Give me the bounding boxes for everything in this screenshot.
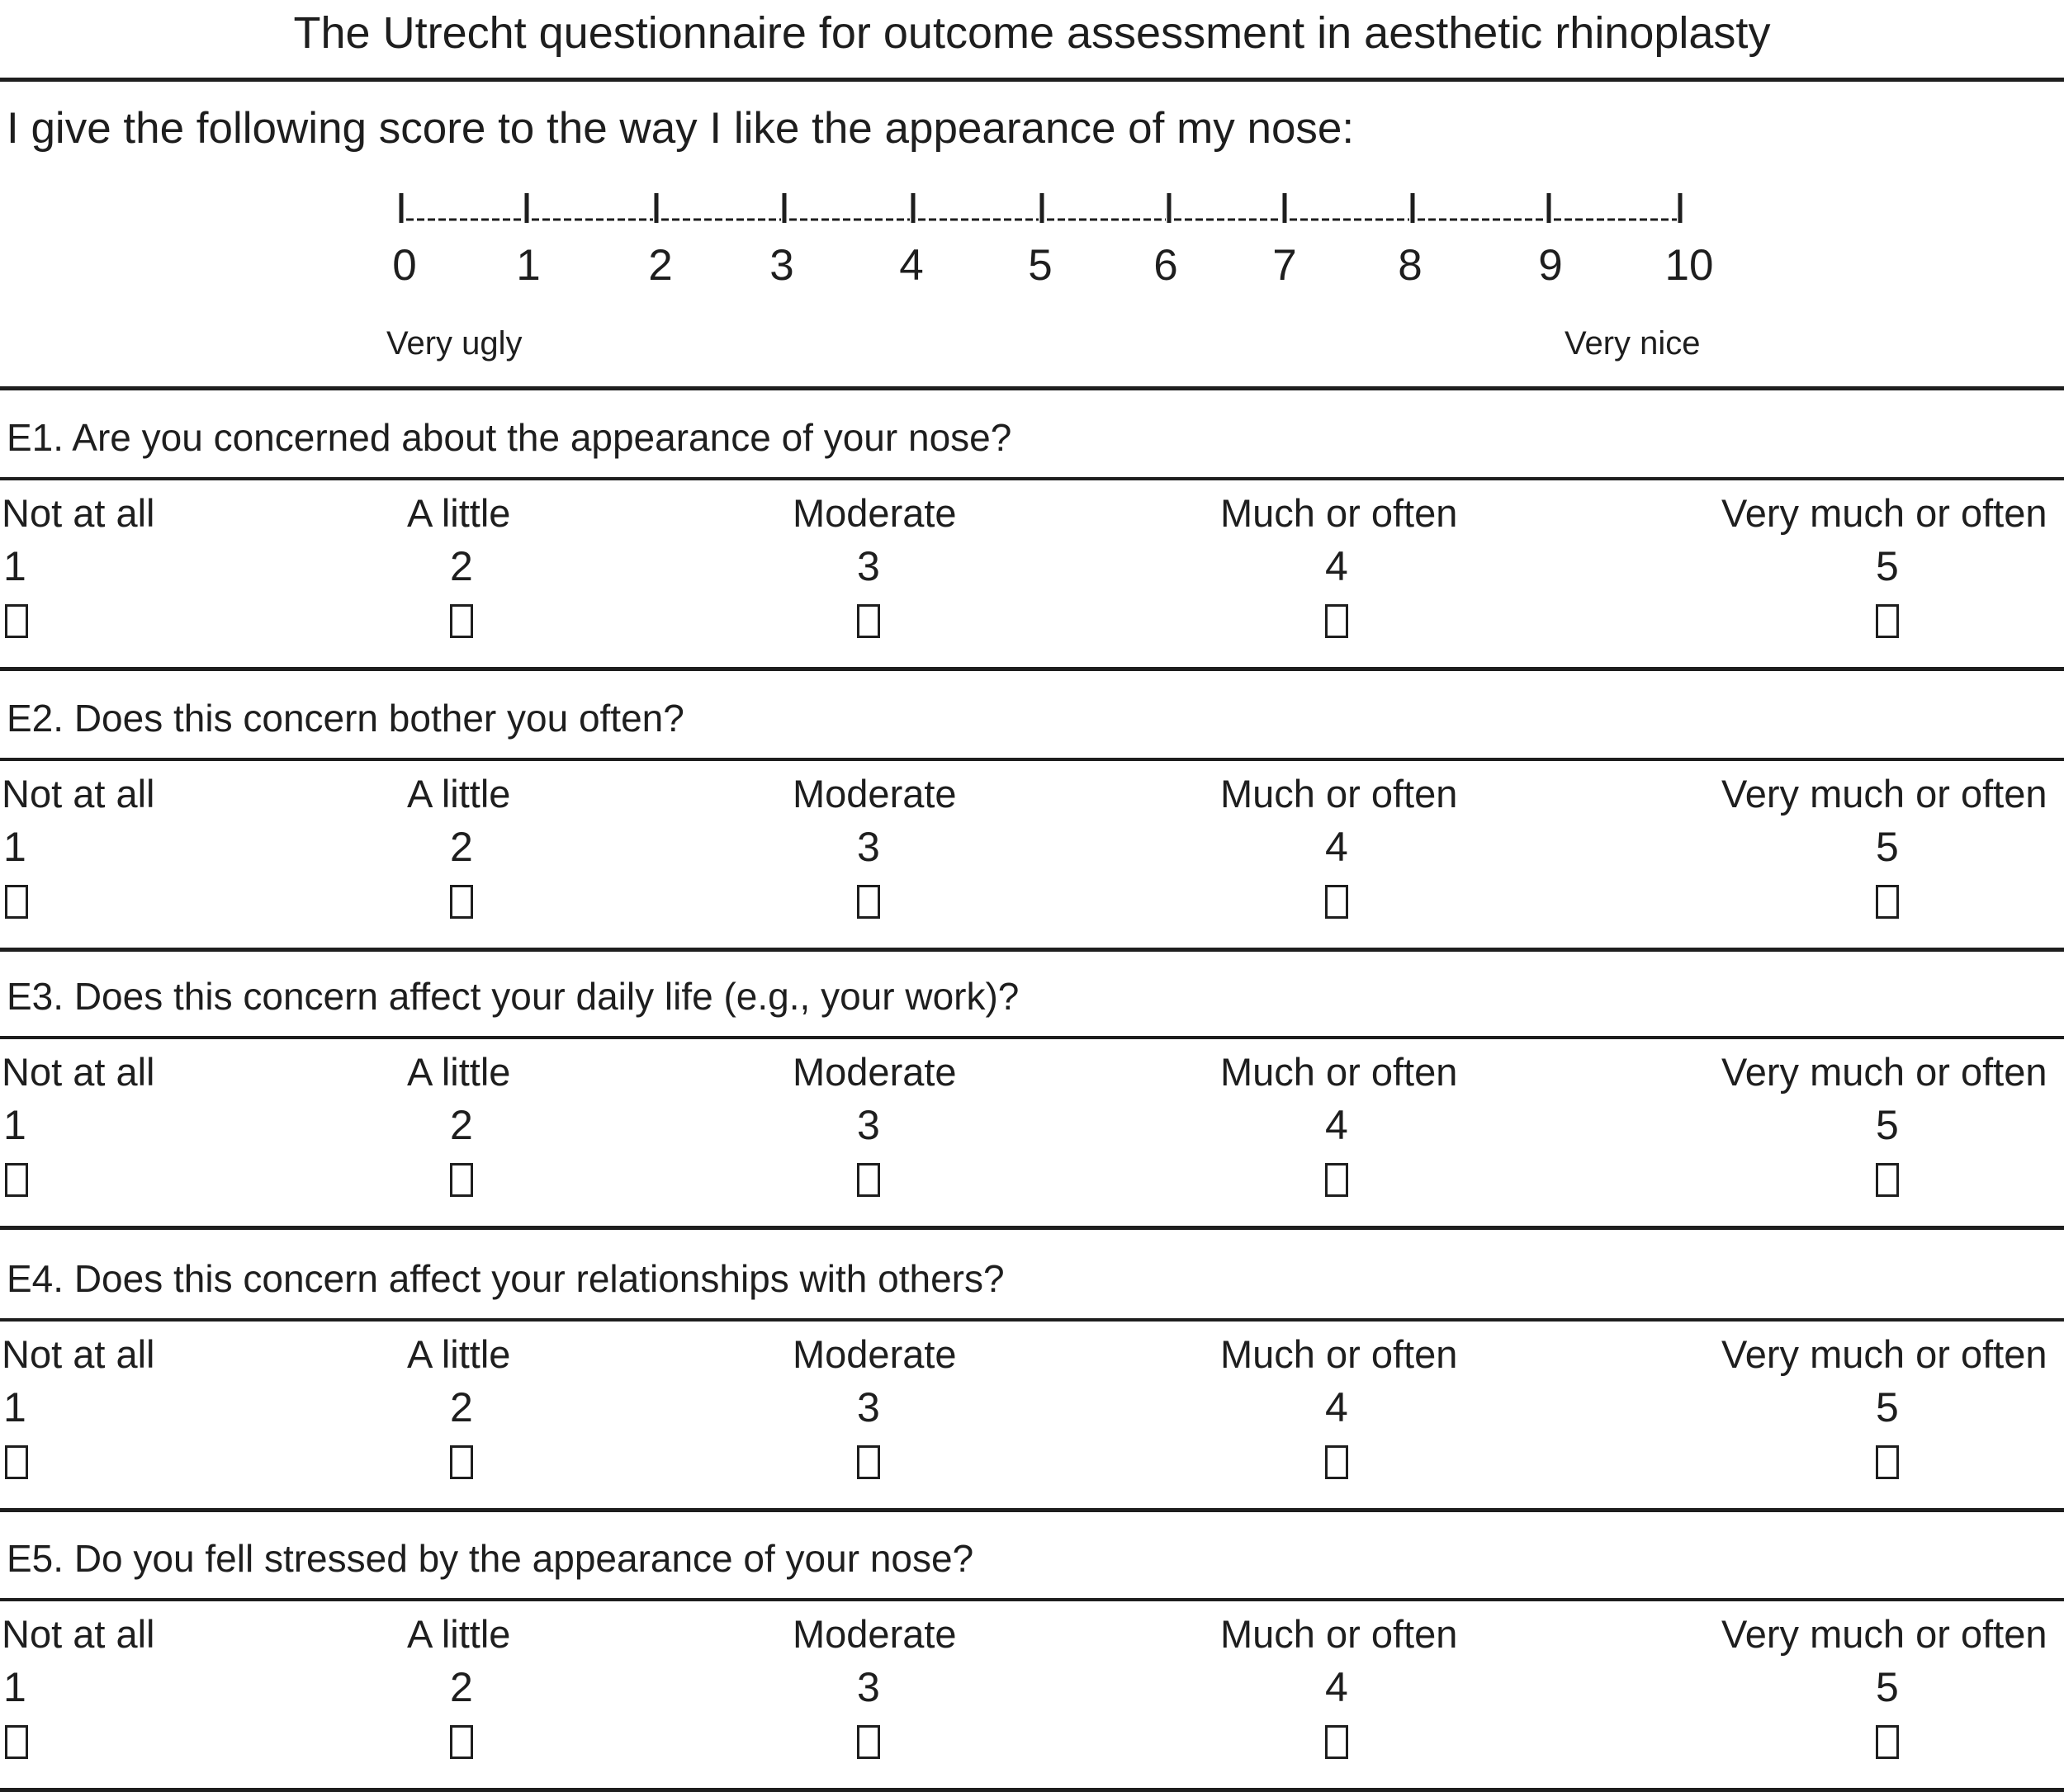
question-text: E5. Do you fell stressed by the appearance of your nose? <box>7 1537 974 1580</box>
option-value: 3 <box>857 1102 880 1148</box>
option-label: A little <box>407 1050 511 1094</box>
divider <box>0 948 2064 952</box>
option-label: Very much or often <box>1721 1332 2047 1376</box>
option-value: 1 <box>3 1384 26 1430</box>
option-value: 2 <box>450 1102 473 1148</box>
option-label: Moderate <box>793 1050 957 1094</box>
option-value: 5 <box>1876 1102 1899 1148</box>
vas-tick-label: 9 <box>1538 241 1563 290</box>
vas-tick-label: 8 <box>1398 241 1423 290</box>
option-label: Not at all <box>2 1612 155 1656</box>
vas-prompt: I give the following score to the way I like the appearance of my nose: <box>7 104 1355 153</box>
answer-checkbox[interactable] <box>5 1163 28 1197</box>
option-value: 4 <box>1325 1102 1348 1148</box>
answer-checkbox[interactable] <box>857 885 880 919</box>
option-value: 3 <box>857 1384 880 1430</box>
option-value: 2 <box>450 543 473 589</box>
divider <box>0 1318 2064 1322</box>
option-value: 4 <box>1325 543 1348 589</box>
option-value: 4 <box>1325 824 1348 870</box>
divider <box>0 758 2064 761</box>
vas-tick-label: 6 <box>1153 241 1178 290</box>
option-label: Much or often <box>1220 772 1458 816</box>
option-label: Very much or often <box>1721 1050 2047 1094</box>
divider <box>0 1036 2064 1039</box>
vas-tick-label: 5 <box>1028 241 1053 290</box>
answer-checkbox[interactable] <box>450 1445 473 1479</box>
option-value: 2 <box>450 1664 473 1710</box>
vas-right-anchor: Very nice <box>1565 325 1701 362</box>
divider <box>0 1598 2064 1601</box>
option-label: Not at all <box>2 1050 155 1094</box>
answer-checkbox[interactable] <box>5 604 28 638</box>
answer-checkbox[interactable] <box>450 1725 473 1759</box>
answer-checkbox[interactable] <box>450 1163 473 1197</box>
option-value: 1 <box>3 824 26 870</box>
option-label: Very much or often <box>1721 772 2047 816</box>
option-label: Not at all <box>2 1332 155 1376</box>
option-label: Very much or often <box>1721 1612 2047 1656</box>
question-text: E2. Does this concern bother you often? <box>7 697 684 740</box>
divider <box>0 477 2064 480</box>
answer-checkbox[interactable] <box>1325 604 1348 638</box>
answer-checkbox[interactable] <box>5 1725 28 1759</box>
option-value: 3 <box>857 824 880 870</box>
vas-scale[interactable] <box>388 188 1692 229</box>
option-value: 4 <box>1325 1664 1348 1710</box>
option-label: Very much or often <box>1721 491 2047 535</box>
answer-checkbox[interactable] <box>1325 1725 1348 1759</box>
vas-tick-label: 3 <box>769 241 794 290</box>
option-value: 2 <box>450 824 473 870</box>
option-label: Moderate <box>793 1612 957 1656</box>
vas-tick-label: 10 <box>1664 241 1714 290</box>
answer-checkbox[interactable] <box>857 1163 880 1197</box>
option-value: 4 <box>1325 1384 1348 1430</box>
question-text: E1. Are you concerned about the appearance of your nose? <box>7 416 1012 459</box>
answer-checkbox[interactable] <box>5 1445 28 1479</box>
option-label: Much or often <box>1220 491 1458 535</box>
divider <box>0 1226 2064 1230</box>
answer-checkbox[interactable] <box>5 885 28 919</box>
option-label: Not at all <box>2 491 155 535</box>
answer-checkbox[interactable] <box>450 604 473 638</box>
answer-checkbox[interactable] <box>1876 1163 1899 1197</box>
option-label: A little <box>407 1332 511 1376</box>
divider <box>0 386 2064 390</box>
answer-checkbox[interactable] <box>450 885 473 919</box>
option-value: 1 <box>3 543 26 589</box>
answer-checkbox[interactable] <box>1876 885 1899 919</box>
question-text: E4. Does this concern affect your relationships with others? <box>7 1257 1005 1300</box>
vas-tick-label: 2 <box>648 241 673 290</box>
option-value: 1 <box>3 1664 26 1710</box>
option-label: A little <box>407 491 511 535</box>
answer-checkbox[interactable] <box>857 1445 880 1479</box>
questionnaire-title: The Utrecht questionnaire for outcome assessment in aesthetic rhinoplasty <box>293 8 1771 58</box>
option-value: 3 <box>857 543 880 589</box>
vas-tick-label: 4 <box>899 241 924 290</box>
vas-left-anchor: Very ugly <box>386 325 523 362</box>
option-label: Not at all <box>2 772 155 816</box>
option-value: 1 <box>3 1102 26 1148</box>
option-label: A little <box>407 1612 511 1656</box>
option-value: 5 <box>1876 824 1899 870</box>
divider <box>0 78 2064 82</box>
option-label: A little <box>407 772 511 816</box>
option-label: Moderate <box>793 772 957 816</box>
option-label: Much or often <box>1220 1050 1458 1094</box>
option-value: 5 <box>1876 543 1899 589</box>
vas-tick-label: 0 <box>392 241 417 290</box>
option-label: Moderate <box>793 491 957 535</box>
option-label: Much or often <box>1220 1612 1458 1656</box>
answer-checkbox[interactable] <box>1325 1163 1348 1197</box>
answer-checkbox[interactable] <box>1876 1725 1899 1759</box>
option-value: 5 <box>1876 1384 1899 1430</box>
divider <box>0 1508 2064 1512</box>
answer-checkbox[interactable] <box>1325 885 1348 919</box>
answer-checkbox[interactable] <box>1325 1445 1348 1479</box>
option-label: Much or often <box>1220 1332 1458 1376</box>
option-label: Moderate <box>793 1332 957 1376</box>
option-value: 3 <box>857 1664 880 1710</box>
answer-checkbox[interactable] <box>857 1725 880 1759</box>
answer-checkbox[interactable] <box>857 604 880 638</box>
answer-checkbox[interactable] <box>1876 1445 1899 1479</box>
question-text: E3. Does this concern affect your daily life (e.g., your work)? <box>7 975 1020 1018</box>
vas-tick-label: 7 <box>1272 241 1297 290</box>
option-value: 5 <box>1876 1664 1899 1710</box>
divider <box>0 667 2064 671</box>
vas-tick-label: 1 <box>516 241 541 290</box>
option-value: 2 <box>450 1384 473 1430</box>
answer-checkbox[interactable] <box>1876 604 1899 638</box>
